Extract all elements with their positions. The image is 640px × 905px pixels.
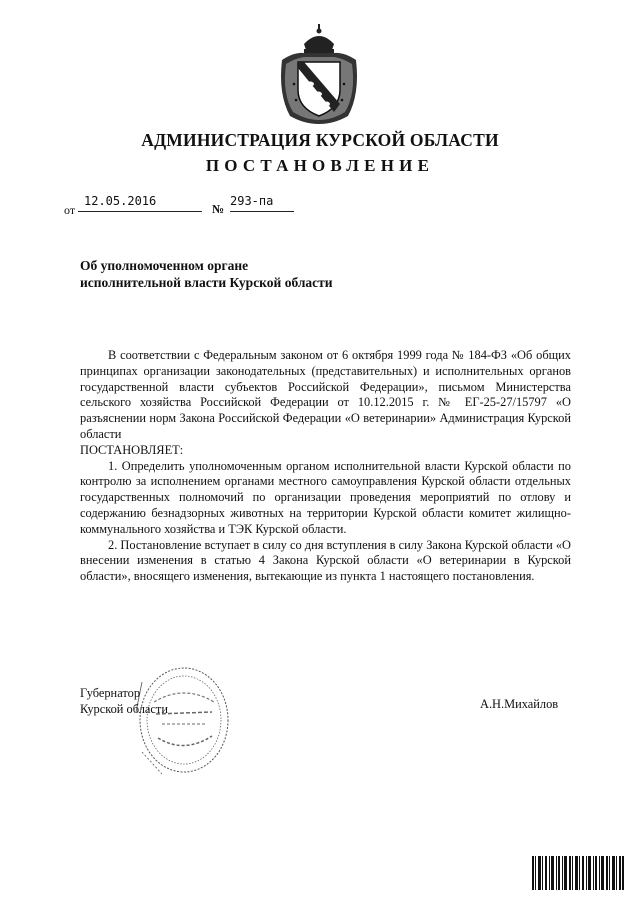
coat-of-arms-icon — [274, 24, 364, 126]
document-body — [80, 348, 571, 585]
document-date: 12.05.2016 — [78, 194, 202, 212]
date-number-line — [64, 194, 324, 218]
signatory-name: А.Н.Михайлов — [480, 697, 559, 711]
seal-stamp-icon — [132, 662, 232, 780]
barcode-icon — [532, 856, 624, 890]
resolves-label: ПОСТАНОВЛЯЕТ: — [80, 442, 184, 457]
document-number: 293-па — [230, 194, 294, 212]
signatory-title-line-2: Курской области — [80, 702, 168, 716]
date-prefix: от — [64, 203, 76, 217]
number-prefix: № — [212, 202, 225, 216]
document-type-title: ПОСТАНОВЛЕНИЕ — [205, 156, 435, 175]
subject-line-1: Об уполномоченном органе — [80, 258, 249, 273]
item-2-paragraph: 2. Постановление вступает в силу со дня вступления в силу Закона Курской области «О внесении изменения в статью 4 Закона Курской области «О ветеринарии в Курской области», вносящего изменения, вытекающие из пункта 1 настоящего постановления. — [80, 537, 571, 584]
subject-line-2: исполнительной власти Курской области — [80, 275, 333, 290]
preamble-paragraph: В соответствии с Федеральным законом от 6 октября 1999 года № 184-ФЗ «Об общих принципах организации законодательных (представительных) и исполнительных органов государственной власти субъектов Российской Федерации», письмом Министерства сельского хозяйства Российской Федерации от 10.12.2015 г. № ЕГ-25-27/15797 «О разъяснении норм Закона Российской Федерации «О ветеринарии» Администрация Курской области — [80, 348, 571, 441]
item-1-paragraph: 1. Определить уполномоченным органом исполнительной власти Курской области по контролю за исполнением органами местного самоуправления Курской области отдельных государственных полномочий по организации проведения мероприятий по отлову и содержанию безнадзорных животных на территории Курской области комитет жилищно-коммунального хозяйства и ТЭК Курской области. — [80, 458, 571, 536]
signatory-title — [80, 685, 168, 717]
organization-title: АДМИНИСТРАЦИЯ КУРСКОЙ ОБЛАСТИ — [141, 130, 499, 150]
signatory-title-line-1: Губернатор — [80, 686, 141, 700]
document-subject — [80, 257, 420, 291]
